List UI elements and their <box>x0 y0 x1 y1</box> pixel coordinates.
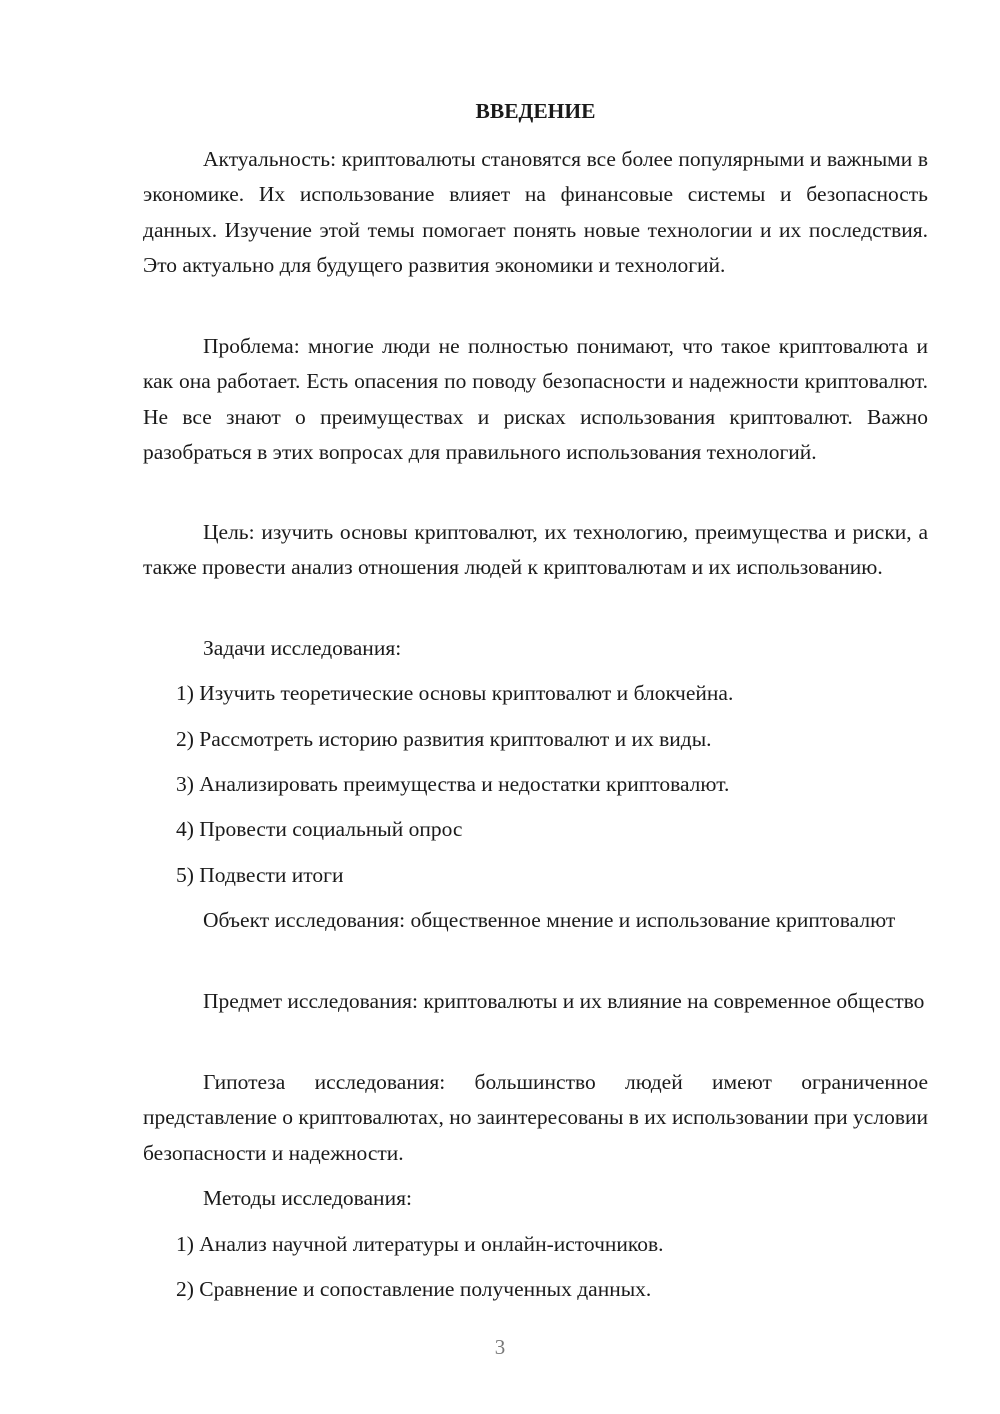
object-paragraph: Объект исследования: общественное мнение и использование криптовалют <box>203 908 896 932</box>
relevance-paragraph: Актуальность: криптовалюты становятся все более популярными и важными в экономике. Их использование влияет на финансовые системы и безопасность данных. Изучение этой темы помогает понять новые технологии и их последствия. Это актуально для будущего развития экономики и технологий. <box>143 147 928 277</box>
problem-paragraph: Проблема: многие люди не полностью понимают, что такое криптовалюта и как она работает. Есть опасения по поводу безопасности и надежности криптовалют. Не все знают о преимуществах и рисках использования криптовалют. Важно разобраться в этих вопросах для правильного использования технологий. <box>143 334 928 464</box>
subject-paragraph: Предмет исследования: криптовалюты и их влияние на современное общество <box>203 989 925 1013</box>
page-title: ВВЕДЕНИЕ <box>475 99 596 123</box>
methods-title: Методы исследования: <box>203 1186 412 1210</box>
method-item: 1) Анализ научной литературы и онлайн-источников. <box>176 1232 664 1256</box>
task-item: 3) Анализировать преимущества и недостатки криптовалют. <box>176 772 730 796</box>
goal-paragraph: Цель: изучить основы криптовалют, их технологию, преимущества и риски, а также провести анализ отношения людей к криптовалютам и их использованию. <box>143 520 928 580</box>
hypothesis-paragraph: Гипотеза исследования: большинство людей имеют ограниченное представление о криптовалютах, но заинтересованы в их использовании при условии безопасности и надежности. <box>143 1070 928 1165</box>
method-item: 2) Сравнение и сопоставление полученных данных. <box>176 1277 652 1301</box>
tasks-title: Задачи исследования: <box>203 636 402 660</box>
task-item: 5) Подвести итоги <box>176 863 344 887</box>
task-item: 2) Рассмотреть историю развития криптовалют и их виды. <box>176 727 712 751</box>
task-item: 1) Изучить теоретические основы криптовалют и блокчейна. <box>176 681 734 705</box>
page-number: 3 <box>494 1335 506 1359</box>
task-item: 4) Провести социальный опрос <box>176 817 463 841</box>
